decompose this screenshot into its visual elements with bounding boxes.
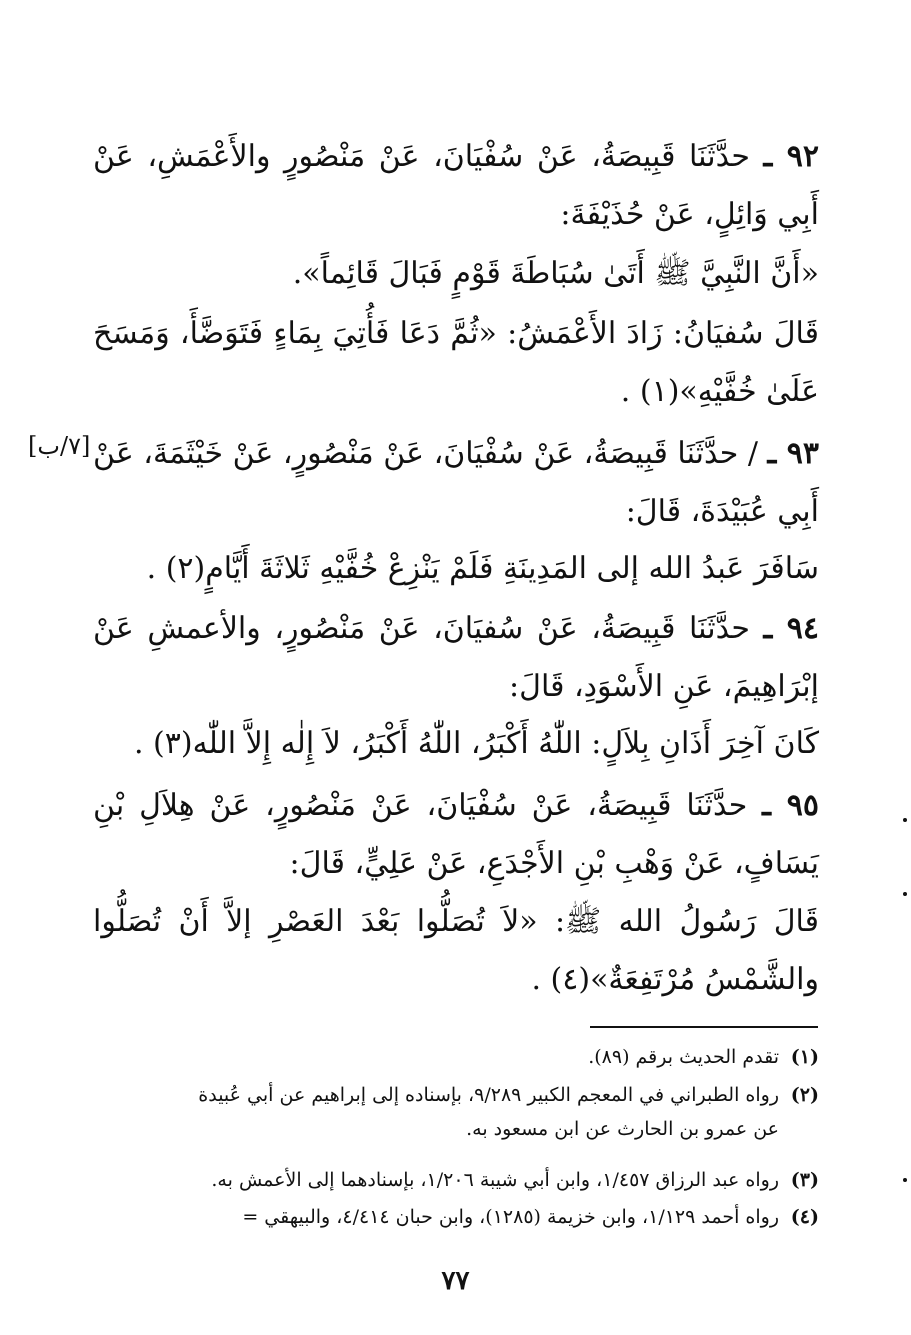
hadith-95-chain <box>93 777 819 893</box>
footnote-text: رواه أحمد ١/١٢٩، وابن خزيمة (١٢٨٥)، وابن حبان ٤/٤١٤، والبيهقي = <box>242 1206 779 1228</box>
hadith-text: «أَنَّ النَّبِيَّ ﷺ أَتَىٰ سُبَاطَةَ قَوْمٍ فَبَالَ قَائِماً». <box>292 256 819 291</box>
hadith-text: قَالَ سُفيَانُ: زَادَ الأَعْمَشُ: «ثُمَّ دَعَا فَأُتِيَ بِمَاءٍ فَتَوَضَّأَ، وَمَسَحَ عَلَىٰ خُفَّيْهِ»(١) . <box>93 316 819 409</box>
page-number: ٧٧ <box>441 1266 470 1296</box>
footnote-number: (٢) <box>790 1084 819 1106</box>
footnote-divider <box>590 1026 818 1028</box>
footnote-number: (١) <box>790 1046 819 1068</box>
footnote-continuation: عن عمرو بن الحارث عن ابن مسعود به. <box>466 1118 779 1140</box>
hadith-number: ٩٣ ـ <box>767 436 819 471</box>
hadith-94-chain <box>93 600 819 716</box>
hadith-text: حدَّثَنَا قَبِيصَةُ، عَنْ سُفْيَانَ، عَنْ مَنْصُورٍ والأَعْمَشِ، عَنْ أَبِي وَائِلٍ، عَنْ حُذَيْفَةَ: <box>93 139 819 232</box>
footnote-text: رواه الطبراني في المعجم الكبير ٩/٢٨٩، بإسناده إلى إبراهيم عن أبي عُبيدة <box>198 1084 779 1106</box>
footnote-1 <box>93 1040 819 1074</box>
hadith-text: / حدَّثَنَا قَبِيصَةُ، عَنْ سُفْيَانَ، عَنْ مَنْصُورٍ، عَنْ خَيْثَمَةَ، عَنْ أَبِي عُبَيْدَةَ، قَالَ: <box>93 436 819 529</box>
folio-marker: [٧/ب] <box>28 432 91 460</box>
hadith-text: حدَّثَنَا قَبِيصَةُ، عَنْ سُفيَانَ، عَنْ مَنْصُورٍ، والأعمشِ عَنْ إبْرَاهِيمَ، عَنِ الأَسْوَدِ، قَالَ: <box>93 611 819 704</box>
hadith-95-matn <box>93 893 819 1009</box>
hadith-92-chain <box>93 128 819 244</box>
hadith-93-chain <box>93 425 819 541</box>
footnote-number: (٤) <box>790 1206 819 1228</box>
hadith-92-addition <box>93 305 819 421</box>
hadith-number: ٩٥ ـ <box>762 788 819 823</box>
footnote-3 <box>93 1163 819 1197</box>
footnote-number: (٣) <box>790 1169 819 1191</box>
hadith-text: قَالَ رَسُولُ الله ﷺ: «لاَ تُصَلُّوا بَعْدَ العَصْرِ إلاَّ أَنْ تُصَلُّوا والشَّمْسُ مُرْتَفِعَةٌ»(٤) . <box>93 904 819 997</box>
footnote-4 <box>93 1200 819 1234</box>
footnote-text: تقدم الحديث برقم (٨٩). <box>588 1046 779 1068</box>
hadith-92-matn <box>93 245 819 303</box>
hadith-text: كَانَ آخِرَ أَذَانِ بِلاَلٍ: اللّٰهُ أَكْبَرُ، اللّٰهُ أَكْبَرُ، لاَ إِلٰه إِلاَّ اللّٰه(٣) . <box>133 726 819 761</box>
footnote-2 <box>93 1078 819 1146</box>
hadith-text: سَافَرَ عَبدُ الله إلى المَدِينَةِ فَلَمْ يَنْزِعْ خُفَّيْهِ ثَلاثَةَ أَيَّامٍ(٢) . <box>146 551 819 586</box>
hadith-text: حدَّثَنَا قَبِيصَةُ، عَنْ سُفْيَانَ، عَنْ مَنْصُورٍ، عَنْ هِلاَلِ بْنِ يَسَافٍ، عَنْ وَهْبِ بْنِ الأَجْدَعِ، عَنْ عَلِيٍّ، قَالَ: <box>93 788 819 881</box>
footnote-text: رواه عبد الرزاق ١/٤٥٧، وابن أبي شيبة ١/٢٠٦، بإسنادهما إلى الأعمش به. <box>211 1169 779 1191</box>
scan-speck <box>903 1178 907 1182</box>
scan-speck <box>903 818 907 822</box>
hadith-93-matn <box>93 540 819 598</box>
hadith-number: ٩٤ ـ <box>763 611 819 646</box>
scan-speck <box>903 892 907 896</box>
hadith-number: ٩٢ ـ <box>763 139 819 174</box>
hadith-94-matn <box>93 715 819 773</box>
